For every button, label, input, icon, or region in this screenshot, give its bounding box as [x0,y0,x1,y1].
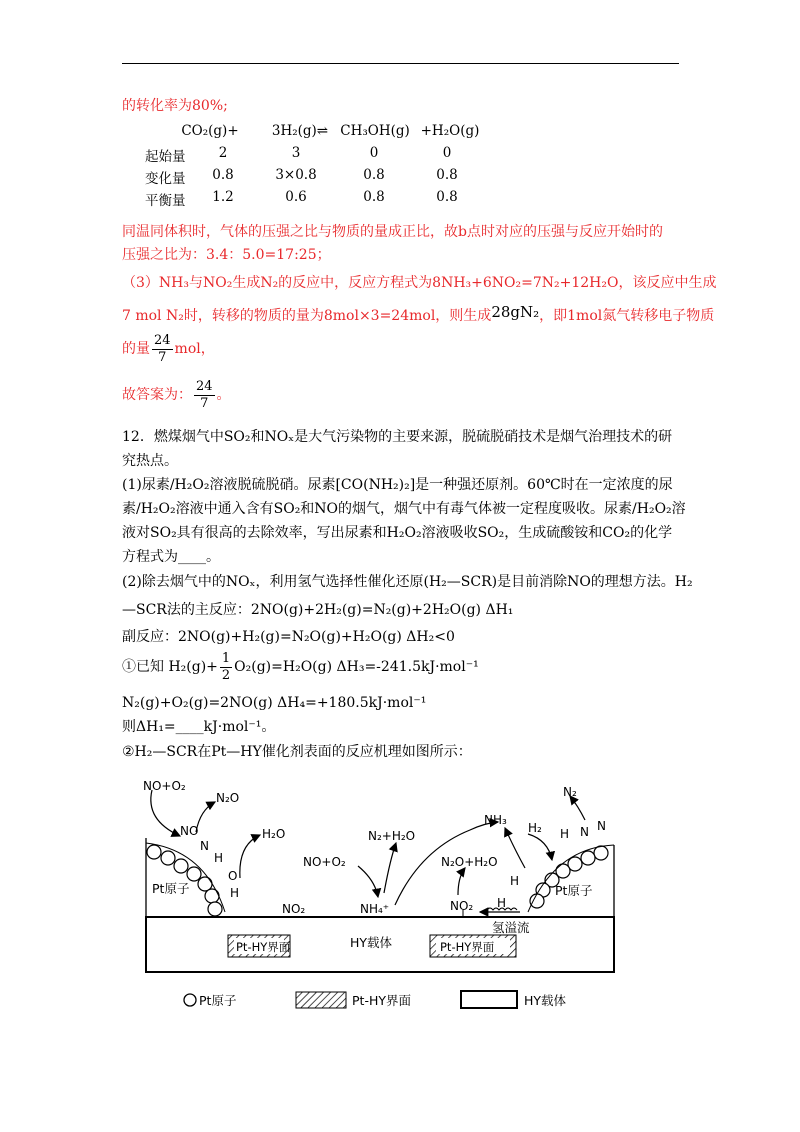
label-interface-right: Pt-HY界面 [440,940,495,954]
label-n2-right: N₂ [563,785,577,799]
ice-cell: 0.8 [436,189,458,205]
label-o: O [228,869,238,883]
arrow-h2-adsorb [528,834,552,860]
pt-atom [147,845,161,859]
q12-line-1: 12．燃煤烟气中SO₂和NOₓ是大气污染物的主要来源，脱硫脱硝技术是烟气治理技术的研 [122,429,673,445]
label-n-r2: N [597,819,606,833]
q12-line-2: 究热点。 [122,453,178,469]
arrow-n2-release [570,796,585,820]
arrow-no-o2-to-nh4 [358,866,378,897]
label-pt-left: Pt原子 [152,881,190,896]
label-n2o-h2o: N₂O+H₂O [441,855,498,869]
ice-cell: 1.2 [212,189,234,205]
pt-atoms-right [530,846,608,908]
label-h-mid: H [497,896,507,910]
label-n2o: N₂O [216,791,240,805]
answer-line-1: 的转化率为80%; [122,98,228,114]
fraction-numerator: 24 [196,378,213,394]
q12-line-9: 副反应：2NO(g)+H₂(g)=N₂O(g)+H₂O(g) ΔH₂<0 [122,629,455,645]
legend [184,991,567,1008]
label-h2-right: H₂ [528,821,542,835]
label-no-o2-left: NO+O₂ [143,779,186,793]
label-nh4: NH₄⁺ [360,902,390,916]
pt-atom [174,859,188,873]
label-no: NO [180,824,199,838]
ice-row-label: 变化量 [145,171,186,187]
answer-line-5: 同温同体积时，气体的压强之比与物质的量成正比，故b点时对应的压强与反应开始时的 [122,224,663,240]
label-no2-left: NO₂ [282,902,306,916]
pt-atom [208,902,222,916]
label-nh3: NH₃ [484,813,507,827]
label-h2o-left: H₂O [262,827,286,841]
pt-atom [161,851,175,865]
ice-header-cell: CH₃OH(g) [340,123,410,139]
ice-header-cell: CO₂(g)+ [181,123,239,139]
ice-cell: 0 [369,145,379,161]
arrow-n2o-h2o-release [458,868,465,895]
fraction-numerator: 1 [221,650,231,666]
answer-line-8c: ，即1mol氮气转移电子物质 [539,308,715,324]
answer-line-10a: 故答案为： [122,387,192,403]
q12-line-10b: O₂(g)=H₂O(g) ΔH₃=-241.5kJ·mol⁻¹ [234,659,479,675]
ice-cell: 2 [218,145,228,161]
ice-cell: 0 [442,145,452,161]
fraction-numerator: 24 [154,332,171,348]
ice-cell: 3×0.8 [275,167,317,183]
fraction-denominator: 7 [158,349,167,365]
answer-line-7: （3）NH₃与NO₂生成N₂的反应中，反应方程式为8NH₃+6NO₂=7N₂+12H₂O，该反应中生成 [122,275,717,291]
label-n-r1: N [580,825,589,839]
q12-line-13: ②H₂—SCR在Pt—HY催化剂表面的反应机理如图所示： [122,744,472,760]
legend-interface-icon [296,992,346,1008]
legend-interface-label: Pt-HY界面 [352,993,411,1008]
arrow-nh3-from-pt [505,828,525,868]
q12-line-8: —SCR法的主反应：2NO(g)+2H₂(g)=N₂(g)+2H₂O(g) ΔH₁ [122,602,514,618]
ice-cell: 3 [291,145,301,161]
pt-atom [594,846,608,860]
legend-pt-icon [184,994,196,1006]
arrow-n2-h2o-release [384,843,396,893]
label-h-r2: H [510,874,520,888]
fraction-denominator: 2 [221,667,231,683]
pt-atom [581,851,595,865]
fraction-denominator: 7 [200,395,209,411]
answer-line-9b: mol， [174,341,215,357]
ice-row-label: 起始量 [145,149,186,165]
q12-line-12: 则ΔH₁=____kJ·mol⁻¹。 [122,719,276,735]
ice-cell: 0.8 [363,189,385,205]
ice-row-label: 平衡量 [145,193,186,209]
answer-line-9a: 的量 [122,341,150,357]
legend-pt-label: Pt原子 [199,993,237,1008]
ice-header-cell: +H₂O(g) [420,123,480,139]
q12-line-6: 方程式为____。 [122,549,220,565]
pt-atom [530,894,544,908]
ice-header-cell: 3H₂(g)⇌ [271,123,329,139]
label-pt-right: Pt原子 [555,883,593,898]
legend-carrier-label: HY载体 [524,993,567,1008]
ice-cell: 0.8 [363,167,385,183]
q12-line-5: 液对SO₂具有很高的去除效率，写出尿素和H₂O₂溶液吸收SO₂，生成硫酸铵和CO₂的化学 [122,525,673,541]
q12-line-10a: ①已知 H₂(g)+ [122,659,218,675]
ice-cell: 0.6 [285,189,307,205]
answer-line-10b: 。 [216,387,231,403]
label-n2-h2o: N₂+H₂O [368,829,416,843]
q12-line-11: N₂(g)+O₂(g)=2NO(g) ΔH₄=+180.5kJ·mol⁻¹ [122,695,427,711]
label-h-bottom: H [230,886,240,900]
arrow-no-o2-adsorb [151,790,180,836]
arrow-n2o-release [196,802,215,832]
legend-carrier-icon [461,991,517,1008]
label-hy-carrier: HY载体 [350,935,393,950]
ice-cell: 0.8 [436,167,458,183]
ice-cell: 0.8 [212,167,234,183]
answer-28gN2: 28gN₂ [491,303,540,321]
label-n: N [200,839,209,853]
pt-atom [187,867,201,881]
answer-line-8a: 7 mol N₂时，转移的物质的量为8mol×3=24mol，则生成 [122,308,492,324]
q12-line-3: (1)尿素/H₂O₂溶液脱硫脱硝。尿素[CO(NH₂)₂]是一种强还原剂。60℃时在一定浓度的尿 [122,477,673,493]
label-hydrogen-spillover: 氢溢流 [492,920,530,935]
label-no2-right: NO₂ [450,899,474,913]
label-interface-left: Pt-HY界面 [236,940,291,954]
label-no-o2-mid: NO+O₂ [303,855,346,869]
arrow-h2o-release [240,835,260,878]
label-h-left: H [214,851,224,865]
q12-line-7: (2)除去烟气中的NOₓ，利用氢气选择性催化还原(H₂—SCR)是目前消除NO的理想方法。H₂ [122,574,693,590]
q12-line-4: 素/H₂O₂溶液中通入含有SO₂和NO的烟气，烟气中有毒气体被一定程度吸收。尿素/H₂O₂溶 [122,501,686,517]
answer-line-6: 压强之比为：3.4：5.0=17:25； [122,247,331,263]
label-h-r1: H [560,827,570,841]
